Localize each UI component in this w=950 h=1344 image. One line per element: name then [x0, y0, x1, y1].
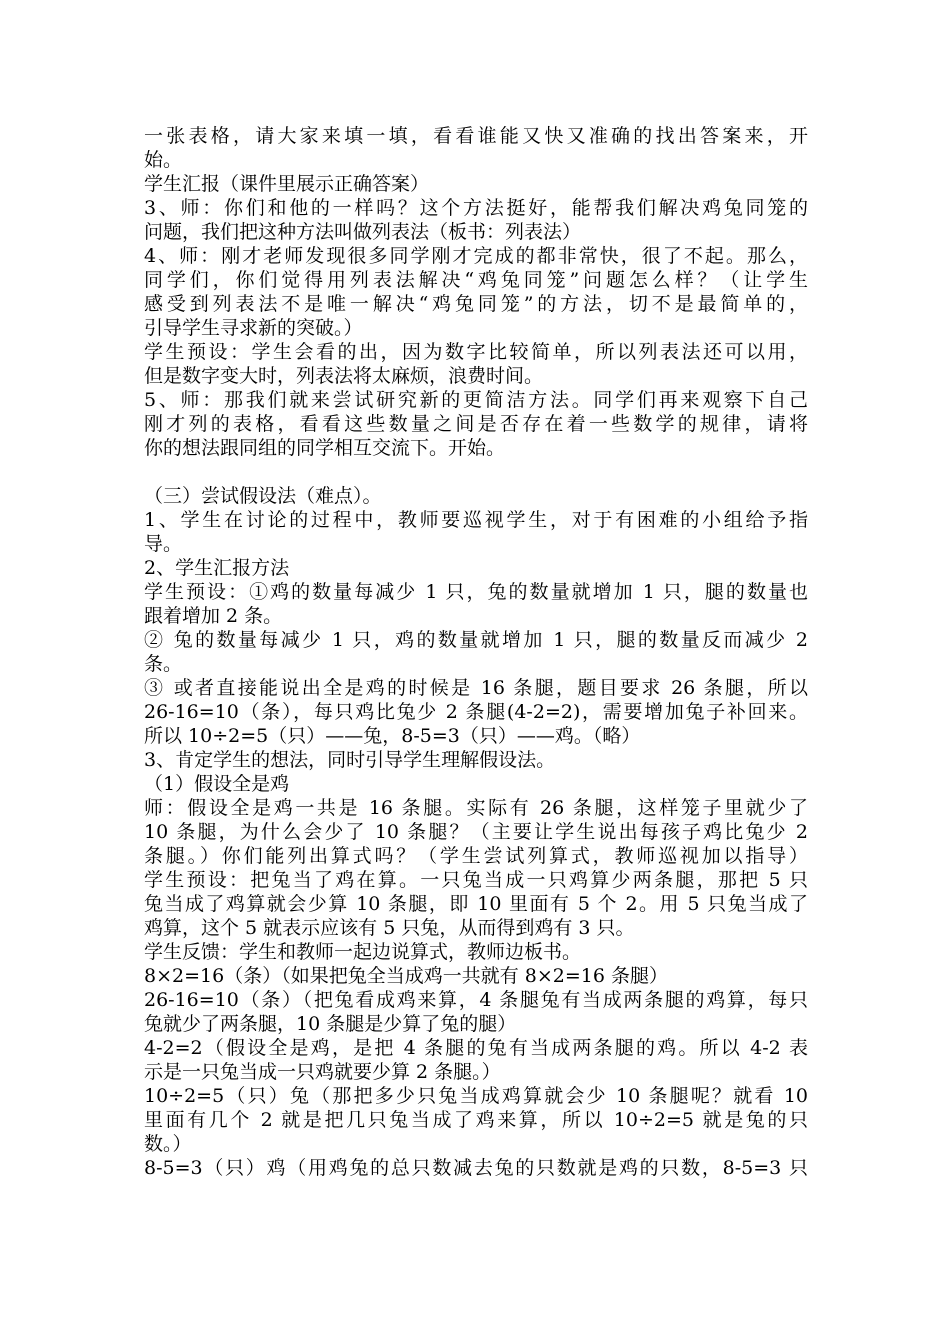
text-line: 3、肯定学生的想法，同时引导学生理解假设法。 — [144, 749, 556, 771]
text-line: 问题，我们把这种方法叫做列表法（板书：列表法） — [144, 221, 582, 243]
text-line: 师：假设全是鸡一共是 16 条腿。实际有 26 条腿，这样笼子里就少了 — [144, 797, 808, 819]
text-line: 兔当成了鸡算就会少算 10 条腿，即 10 里面有 5 个 2。用 5 只兔当成了 — [144, 893, 808, 915]
text-line: 学生预设：把兔当了鸡在算。一只兔当成一只鸡算少两条腿，那把 5 只 — [144, 869, 808, 891]
text-line: 2、学生汇报方法 — [144, 557, 290, 579]
text-line: 1、学生在讨论的过程中，教师要巡视学生，对于有困难的小组给予指 — [144, 509, 808, 531]
text-line: 一张表格，请大家来填一填，看看谁能又快又准确的找出答案来，开 — [144, 125, 808, 147]
section-heading: （三）尝试假设法（难点）。 — [144, 485, 382, 507]
text-line: 4、师：刚才老师发现很多同学刚才完成的都非常快，很了不起。那么， — [144, 245, 808, 267]
text-line: 26-16=10（条）（把兔看成鸡来算，4 条腿兔有当成两条腿的鸡算，每只 — [144, 989, 808, 1011]
text-line: 5、师：那我们就来尝试研究新的更简洁方法。同学们再来观察下自己 — [144, 389, 808, 411]
text-line: 4-2=2（假设全是鸡，是把 4 条腿的兔有当成两条腿的鸡。所以 4-2 表 — [144, 1037, 808, 1059]
text-line: 8×2=16（条）（如果把兔全当成鸡一共就有 8×2=16 条腿） — [144, 965, 668, 987]
text-line: ② 兔的数量每减少 1 只，鸡的数量就增加 1 只，腿的数量反而减少 2 — [144, 629, 808, 651]
blank-line — [144, 460, 808, 484]
document-body — [144, 124, 808, 1180]
text-line: 学生汇报（课件里展示正确答案） — [144, 173, 430, 195]
text-line: 数。） — [144, 1133, 192, 1155]
text-line: 10÷2=5（只）兔（那把多少只兔当成鸡算就会少 10 条腿呢？就看 10 — [144, 1085, 808, 1107]
text-line: 所以 10÷2=5（只）——兔，8-5=3（只）——鸡。（略） — [144, 725, 641, 747]
text-line: 跟着增加 2 条。 — [144, 605, 283, 627]
text-line: 感受到列表法不是唯一解决“鸡兔同笼”的方法，切不是最简单的， — [144, 293, 808, 315]
text-line: 10 条腿，为什么会少了 10 条腿？（主要让学生说出每孩子鸡比兔少 2 — [144, 821, 808, 843]
text-line: 学生反馈：学生和教师一起边说算式，教师边板书。 — [144, 941, 582, 963]
text-line: 3、师：你们和他的一样吗？这个方法挺好，能帮我们解决鸡兔同笼的 — [144, 197, 808, 219]
subsection-heading: （1）假设全是鸡 — [144, 773, 290, 795]
text-line: ③ 或者直接能说出全是鸡的时候是 16 条腿，题目要求 26 条腿，所以 — [144, 677, 808, 699]
text-line: 兔就少了两条腿，10 条腿是少算了兔的腿） — [144, 1013, 517, 1035]
text-line: 学生预设：①鸡的数量每减少 1 只，兔的数量就增加 1 只，腿的数量也 — [144, 581, 808, 603]
text-line: 里面有几个 2 就是把几只兔当成了鸡来算，所以 10÷2=5 就是兔的只 — [144, 1109, 808, 1131]
text-line: 条腿。）你们能列出算式吗？（学生尝试列算式，教师巡视加以指导） — [144, 845, 808, 867]
text-line: 条。 — [144, 653, 183, 675]
text-line: 导。 — [144, 533, 183, 555]
text-line: 26-16=10（条），每只鸡比兔少 2 条腿(4-2=2)，需要增加兔子补回来。 — [144, 701, 808, 723]
text-line: 刚才列的表格，看看这些数量之间是否存在着一些数学的规律，请将 — [144, 413, 808, 435]
text-line: 示是一只兔当成一只鸡就要少算 2 条腿。） — [144, 1061, 501, 1083]
text-line: 鸡算，这个 5 就表示应该有 5 只兔，从而得到鸡有 3 只。 — [144, 917, 635, 939]
text-line: 学生预设：学生会看的出，因为数字比较简单，所以列表法还可以用， — [144, 341, 808, 363]
text-line: 你的想法跟同组的同学相互交流下。开始。 — [144, 437, 506, 459]
text-line: 8-5=3（只）鸡（用鸡兔的总只数减去兔的只数就是鸡的只数，8-5=3 只 — [144, 1157, 808, 1179]
text-line: 始。 — [144, 149, 183, 171]
text-line: 引导学生寻求新的突破。） — [144, 317, 363, 339]
text-line: 但是数字变大时，列表法将太麻烦，浪费时间。 — [144, 365, 544, 387]
text-line: 同学们，你们觉得用列表法解决“鸡兔同笼”问题怎么样？（让学生 — [144, 269, 808, 291]
